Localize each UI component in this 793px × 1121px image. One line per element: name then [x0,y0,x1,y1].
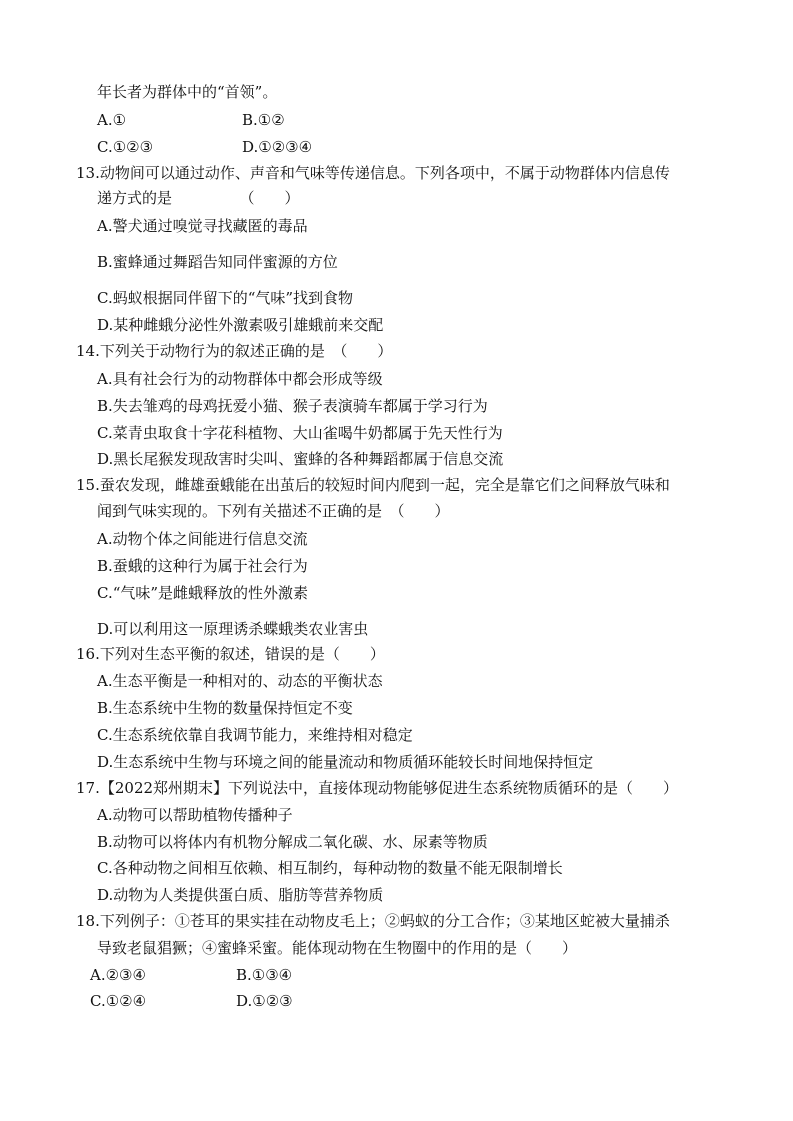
q13-option-c: C.蚂蚁根据同伴留下的“气味”找到食物 [97,289,354,307]
q17-option-d: D.动物为人类提供蛋白质、脂肪等营养物质 [97,886,384,904]
q13-stem-line2: 递方式的是 （ ） [97,189,300,207]
q18-option-c: C.①②④ [90,992,147,1010]
q12-option-b: B.①② [242,111,285,129]
q14-stem: 14.下列关于动物行为的叙述正确的是 （ ） [76,342,393,360]
q15-option-b: B.蚕蛾的这种行为属于社会行为 [97,557,308,575]
q16-option-b: B.生态系统中生物的数量保持恒定不变 [97,699,353,717]
q12-option-c: C.①②③ [97,138,154,156]
q16-option-d: D.生态系统中生物与环境之间的能量流动和物质循环能较长时间地保持恒定 [97,753,594,771]
q13-option-a: A.警犬通过嗅觉寻找藏匿的毒品 [97,217,308,235]
q15-stem-line2: 闻到气味实现的。下列有关描述不正确的是 （ ） [97,502,450,520]
q17-stem: 17.【2022郑州期末】下列说法中，直接体现动物能够促进生态系统物质循环的是（ ） [76,779,679,797]
q13-option-b: B.蜜蜂通过舞蹈告知同伴蜜源的方位 [97,253,338,271]
q12-option-a: A.① [97,111,127,129]
q15-option-a: A.动物个体之间能进行信息交流 [97,530,308,548]
q12-option-d: D.①②③④ [242,138,313,156]
q14-option-a: A.具有社会行为的动物群体中都会形成等级 [97,370,383,388]
q18-stem-line2: 导致老鼠猖獗；④蜜蜂采蜜。能体现动物在生物圈中的作用的是（ ） [97,939,578,957]
q18-option-b: B.①③④ [236,966,293,984]
q14-option-b: B.失去雏鸡的母鸡抚爱小猫、猴子表演骑车都属于学习行为 [97,397,488,415]
q17-option-b: B.动物可以将体内有机物分解成二氧化碳、水、尿素等物质 [97,833,488,851]
q17-option-a: A.动物可以帮助植物传播种子 [97,806,293,824]
q16-option-a: A.生态平衡是一种相对的、动态的平衡状态 [97,672,383,690]
q13-stem-line1: 13.动物间可以通过动作、声音和气味等传递信息。下列各项中，不属于动物群体内信息传 [76,164,670,182]
q16-option-c: C.生态系统依靠自我调节能力，来维持相对稳定 [97,726,413,744]
q13-option-d: D.某种雌蛾分泌性外激素吸引雄蛾前来交配 [97,316,384,334]
q18-option-a: A.②③④ [90,966,146,984]
q15-option-d: D.可以利用这一原理诱杀蝶蛾类农业害虫 [97,620,369,638]
q12-stem-tail: 年长者为群体中的“首领”。 [97,83,278,101]
q18-option-d: D.①②③ [236,992,293,1010]
q15-stem-line1: 15.蚕农发现，雌雄蚕蛾能在出茧后的较短时间内爬到一起，完全是靠它们之间释放气味和 [76,476,670,494]
q18-stem-line1: 18.下列例子：①苍耳的果实挂在动物皮毛上；②蚂蚁的分工合作；③某地区蛇被大量捕杀 [76,912,670,930]
q16-stem: 16.下列对生态平衡的叙述，错误的是（ ） [76,645,385,663]
q17-option-c: C.各种动物之间相互依赖、相互制约，每种动物的数量不能无限制增长 [97,859,563,877]
q14-option-d: D.黑长尾猴发现敌害时尖叫、蜜蜂的各种舞蹈都属于信息交流 [97,450,504,468]
q14-option-c: C.菜青虫取食十字花科植物、大山雀喝牛奶都属于先天性行为 [97,424,503,442]
q15-option-c: C.“气味”是雌蛾释放的性外激素 [97,584,309,602]
